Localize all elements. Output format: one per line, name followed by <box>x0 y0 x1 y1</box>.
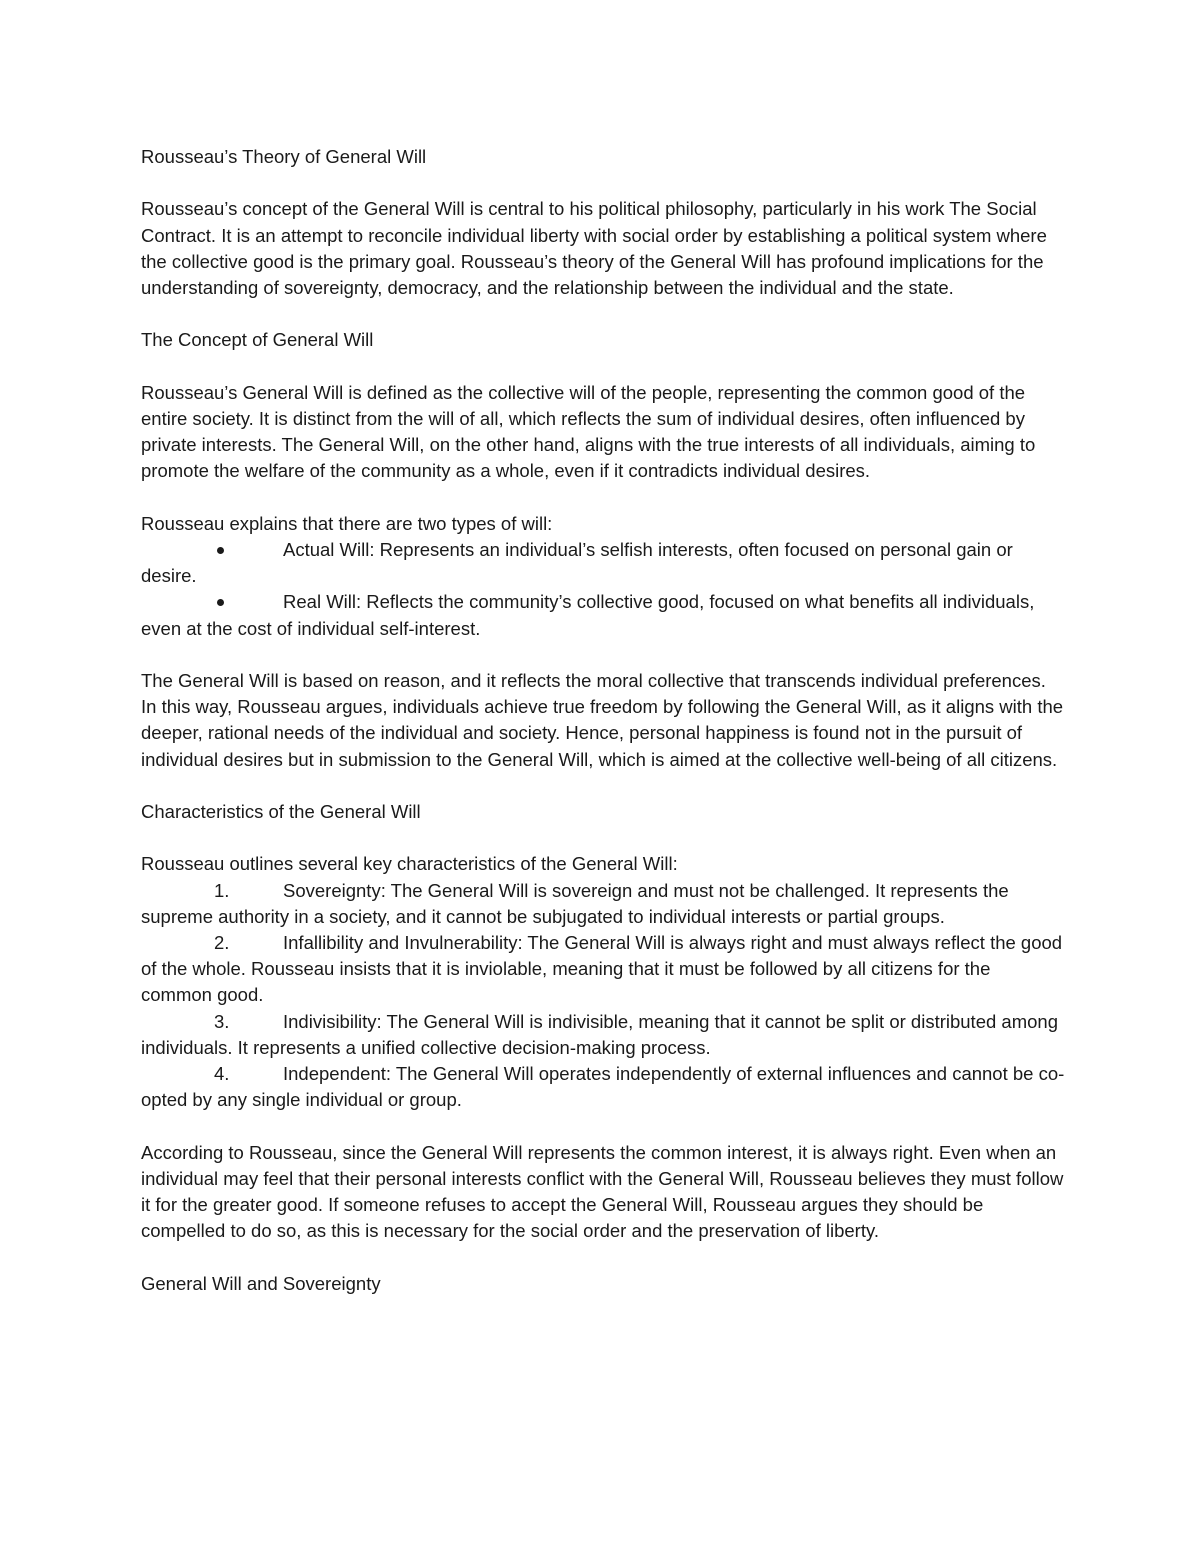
list-item-text: Sovereignty: The General Will is sovereign and must not be challenged. It represents the supreme authority in a society, and it cannot be subjugated to individual interests or partial groups. <box>141 879 1009 927</box>
document-title: Rousseau’s Theory of General Will <box>141 146 427 167</box>
types-bullet-list <box>141 537 1066 642</box>
section-heading-characteristics: Characteristics of the General Will <box>141 800 421 822</box>
section-heading-concept: The Concept of General Will <box>141 329 374 351</box>
concept-paragraph: Rousseau’s General Will is defined as the collective will of the people, representing the common good of the entire society. It is distinct from the will of all, which reflects the sum of individual desires, often influenced by private interests. The General Will, on the other hand, aligns with the true interests of all individuals, aiming to promote the welfare of the community as a whole, even if it contradicts individual desires. <box>141 381 1036 482</box>
types-lead: Rousseau explains that there are two types of will: <box>141 512 553 534</box>
list-item <box>141 537 1066 589</box>
bullet-icon <box>217 547 224 554</box>
list-item <box>141 589 1066 641</box>
list-item <box>141 878 1066 930</box>
list-item <box>141 1061 1066 1113</box>
intro-paragraph: Rousseau’s concept of the General Will is central to his political philosophy, particularly in his work The Social Contract. It is an attempt to reconcile individual liberty with social order by establishing a political system where the collective good is the primary goal. Rousseau’s theory of the General Will has profound implications for the understanding of sovereignty, democracy, and the relationship between the individual and the state. <box>141 198 1047 298</box>
reason-paragraph: The General Will is based on reason, and it reflects the moral collective that transcends individual preferences. In this way, Rousseau argues, individuals achieve true freedom by following the General Will, as it aligns with the deeper, rational needs of the individual and society. Hence, personal happiness is found not in the pursuit of individual desires but in submission to the General Will, which is aimed at the collective well-being of all citizens. <box>141 669 1064 770</box>
list-number: 2. <box>214 931 230 953</box>
list-number: 4. <box>214 1063 230 1084</box>
list-number: 3. <box>214 1010 230 1032</box>
list-item <box>141 930 1066 1009</box>
document-body <box>141 144 1066 1323</box>
list-number: 1. <box>214 879 230 901</box>
list-item-text: Infallibility and Invulnerability: The General Will is always right and must always reflect the good of the whole. Rousseau insists that it is inviolable, meaning that it must be followed by all citizens for the common good. <box>141 931 1063 1006</box>
list-item-text: Actual Will: Represents an individual’s selfish interests, often focused on personal gain or desire. <box>141 538 1013 587</box>
list-item <box>141 1009 1066 1061</box>
characteristics-numbered-list <box>141 878 1066 1114</box>
compulsion-paragraph: According to Rousseau, since the General Will represents the common interest, it is always right. Even when an individual may feel that their personal interests conflict with the General Will, Rousseau believes they must follow it for the greater good. If someone refuses to accept the General Will, Rousseau argues they should be compelled to do so, as this is necessary for the social order and the preservation of liberty. <box>141 1141 1064 1242</box>
list-item-text: Independent: The General Will operates independently of external influences and cannot be co-opted by any single individual or group. <box>141 1063 1065 1111</box>
characteristics-lead: Rousseau outlines several key characteristics of the General Will: <box>141 853 678 875</box>
section-heading-sovereignty: General Will and Sovereignty <box>141 1272 381 1294</box>
list-item-text: Real Will: Reflects the community’s collective good, focused on what benefits all individuals, even at the cost of individual self-interest. <box>141 591 1035 639</box>
list-item-text: Indivisibility: The General Will is indivisible, meaning that it cannot be split or distributed among individuals. It represents a unified collective decision-making process. <box>141 1010 1058 1058</box>
bullet-icon <box>217 599 224 606</box>
